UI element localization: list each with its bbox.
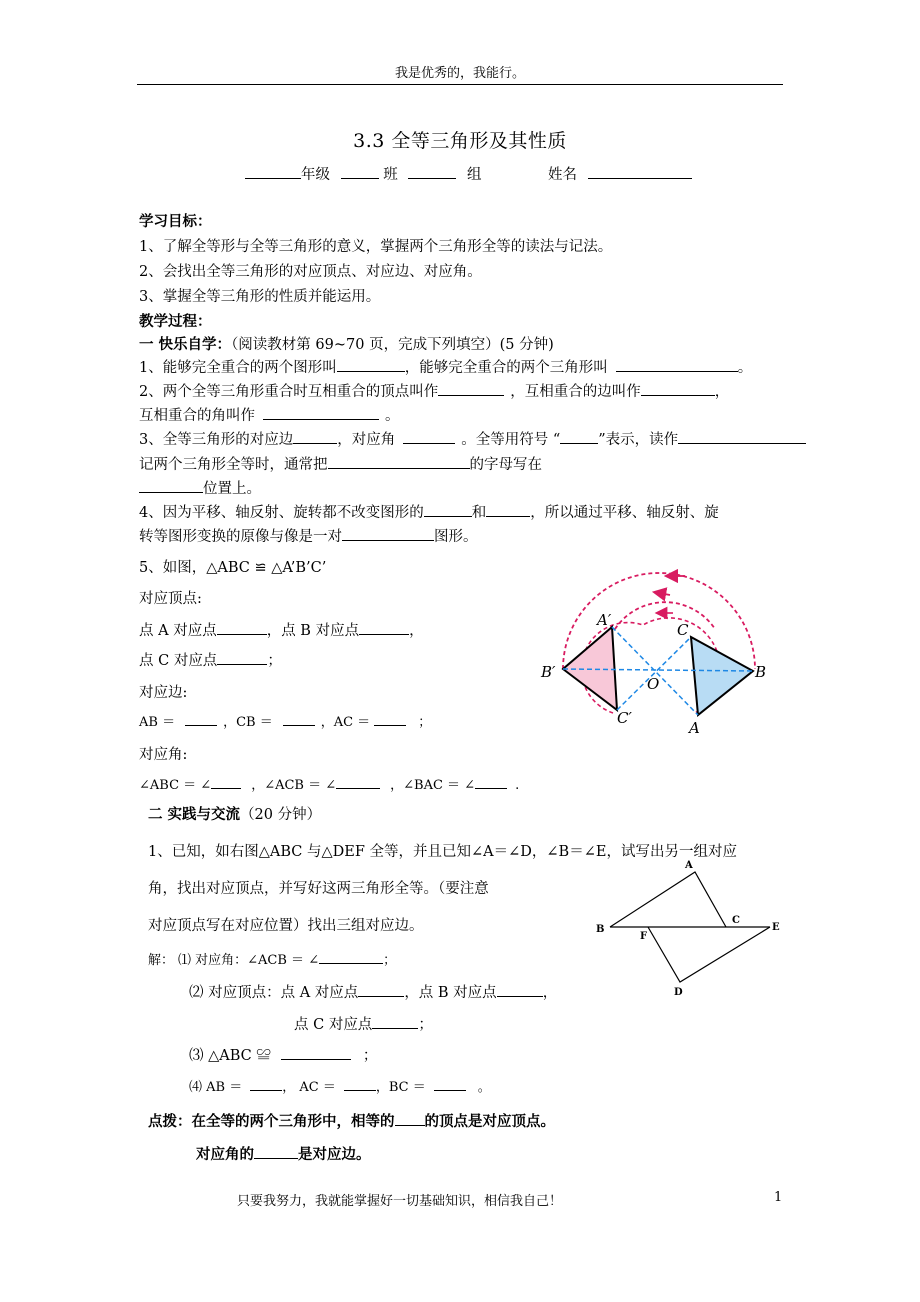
grade-blank[interactable]: [245, 164, 301, 179]
label-b: B: [755, 663, 767, 681]
page-number: 1: [774, 1190, 783, 1205]
label-o: O: [647, 675, 660, 693]
label-c: C: [732, 915, 740, 926]
tip-line-2: 对应角的 是对应边。: [196, 1143, 371, 1164]
angle-heading: 对应角:: [139, 747, 188, 763]
answer-blank[interactable]: [254, 1144, 298, 1159]
class-label: 班: [383, 167, 398, 183]
answer-blank[interactable]: [486, 502, 530, 517]
page-header: 我是优秀的，我能行。: [394, 66, 525, 81]
answer-blank[interactable]: [263, 405, 379, 420]
vertex-heading: 对应顶点:: [139, 591, 202, 607]
answer-blank[interactable]: [211, 774, 241, 789]
answer-blank[interactable]: [281, 1045, 351, 1060]
question-5: 5、如图，△ABC ≌ △A’B’C’: [139, 560, 327, 576]
answer-blank[interactable]: [344, 1076, 376, 1091]
label-b: B: [596, 924, 605, 935]
answer-blank[interactable]: [359, 620, 409, 635]
exercise-1: 1、已知，如右图△ABC 与△DEF 全等，并且已知∠A＝∠D，∠B＝∠E，试写出另一组对应: [148, 844, 737, 860]
answer-blank[interactable]: [616, 357, 738, 372]
solution-step-2-cont: 点 C 对应点 ；: [294, 1013, 433, 1034]
exercise-1-cont: 角，找出对应顶点，并写好这两三角形全等。（要注意: [148, 881, 489, 897]
symbol-blank[interactable]: [560, 429, 598, 444]
label-a-prime: A′: [597, 611, 612, 629]
dashed-line-cc: [617, 637, 691, 710]
triangle-abc: [691, 637, 753, 715]
triangle-abc-sides: [610, 872, 726, 927]
answer-blank[interactable]: [403, 429, 455, 444]
answer-blank[interactable]: [424, 502, 472, 517]
question-3-cont: 记两个三角形全等时，通常把 的字母写在: [139, 453, 542, 474]
solution-step-4: ⑷ AB ＝ ， AC ＝ ，BC ＝ 。: [189, 1076, 491, 1095]
goal-item: 2、会找出全等三角形的对应顶点、对应边、对应角。: [139, 264, 482, 280]
label-c: C: [677, 621, 689, 639]
answer-blank[interactable]: [395, 1111, 425, 1126]
answer-blank[interactable]: [342, 526, 434, 541]
header-rule: [137, 84, 783, 85]
answer-blank[interactable]: [497, 982, 543, 997]
process-heading: 教学过程：: [139, 314, 212, 330]
answer-blank[interactable]: [185, 711, 217, 726]
grade-label: 年级: [301, 167, 330, 183]
angle-line: ∠ABC ＝ ∠ ，∠ACB ＝ ∠ ，∠BAC ＝ ∠ .: [139, 774, 519, 793]
goal-item: 1、了解全等形与全等三角形的意义，掌握两个三角形全等的读法与记法。: [139, 239, 613, 255]
question-3: 3、全等三角形的对应边 ，对应角 。全等用符号 “ ”表示，读作: [139, 428, 806, 449]
answer-blank[interactable]: [336, 774, 380, 789]
answer-blank[interactable]: [337, 357, 405, 372]
solution-step-3: ⑶ △ABC ≌ ；: [189, 1044, 377, 1065]
goal-item: 3、掌握全等三角形的性质并能运用。: [139, 289, 381, 305]
vertex-line-1: 点 A 对应点 ，点 B 对应点 ，: [139, 619, 424, 640]
answer-blank[interactable]: [319, 949, 383, 964]
answer-blank[interactable]: [283, 711, 315, 726]
tip-line-1: 点拨：在全等的两个三角形中，相等的 的顶点是对应顶点。: [148, 1110, 555, 1131]
answer-blank[interactable]: [374, 711, 406, 726]
answer-blank[interactable]: [678, 429, 806, 444]
question-4: 4、因为平移、轴反射、旋转都不改变图形的 和 ，所以通过平移、轴反射、旋: [139, 501, 719, 522]
rotation-arrow-middle: [659, 593, 670, 595]
answer-blank[interactable]: [250, 1076, 282, 1091]
answer-blank[interactable]: [328, 454, 470, 469]
label-d: D: [674, 987, 683, 998]
name-blank[interactable]: [588, 164, 692, 179]
label-f: F: [640, 931, 648, 942]
side-line: AB ＝ ，CB ＝ ，AC ＝ ；: [139, 711, 431, 730]
answer-blank[interactable]: [438, 381, 504, 396]
answer-blank[interactable]: [293, 429, 337, 444]
congruent-triangles-rotation-figure: [535, 565, 775, 740]
label-c-prime: C′: [617, 709, 632, 727]
answer-blank[interactable]: [217, 620, 267, 635]
page-footer: 只要我努力，我就能掌握好一切基础知识，相信我自己！: [237, 1194, 563, 1209]
question-3-cont2: 位置上。: [139, 477, 261, 498]
answer-blank[interactable]: [358, 982, 404, 997]
label-a: A: [689, 719, 700, 737]
label-e: E: [772, 922, 780, 933]
class-blank[interactable]: [341, 164, 379, 179]
exercise-1-cont2: 对应顶点写在对应位置）找出三组对应边。: [148, 918, 424, 934]
part1-heading: 一 快乐自学：（阅读教材第 69~70 页，完成下列填空）(5 分钟): [139, 337, 554, 353]
question-4-cont: 转等图形变换的原像与像是一对 图形。: [139, 525, 478, 546]
side-heading: 对应边:: [139, 685, 188, 701]
solution-step-1: 解： ⑴ 对应角：∠ACB ＝ ∠ ；: [148, 949, 396, 968]
label-a: A: [685, 860, 693, 871]
solution-step-2: ⑵ 对应顶点：点 A 对应点 ，点 B 对应点 ，: [189, 981, 557, 1002]
goals-heading: 学习目标：: [139, 214, 212, 230]
label-b-prime: B′: [541, 663, 556, 681]
triangles-abc-def-figure: [590, 855, 790, 1005]
name-label: 姓名: [548, 167, 578, 183]
answer-blank[interactable]: [372, 1014, 418, 1029]
answer-blank[interactable]: [139, 478, 203, 493]
question-1: 1、能够完全重合的两个图形叫 ，能够完全重合的两个三角形叫 。: [139, 356, 752, 377]
rotation-arc-middle: [615, 602, 715, 629]
part2-heading: 二 实践与交流（20 分钟）: [148, 807, 322, 823]
page-title: 3.3 全等三角形及其性质: [353, 130, 567, 152]
answer-blank[interactable]: [434, 1076, 466, 1091]
group-label: 组: [466, 167, 482, 183]
vertex-line-2: 点 C 对应点 ；: [139, 649, 282, 670]
question-2-cont: 互相重合的角叫作 。: [139, 404, 400, 425]
triangle-def-sides: [648, 927, 770, 982]
answer-blank[interactable]: [475, 774, 507, 789]
answer-blank[interactable]: [217, 650, 267, 665]
question-2: 2、两个全等三角形重合时互相重合的顶点叫作 ，互相重合的边叫作 ，: [139, 380, 729, 401]
group-blank[interactable]: [408, 164, 456, 179]
class-info-line: [245, 163, 692, 184]
answer-blank[interactable]: [641, 381, 715, 396]
